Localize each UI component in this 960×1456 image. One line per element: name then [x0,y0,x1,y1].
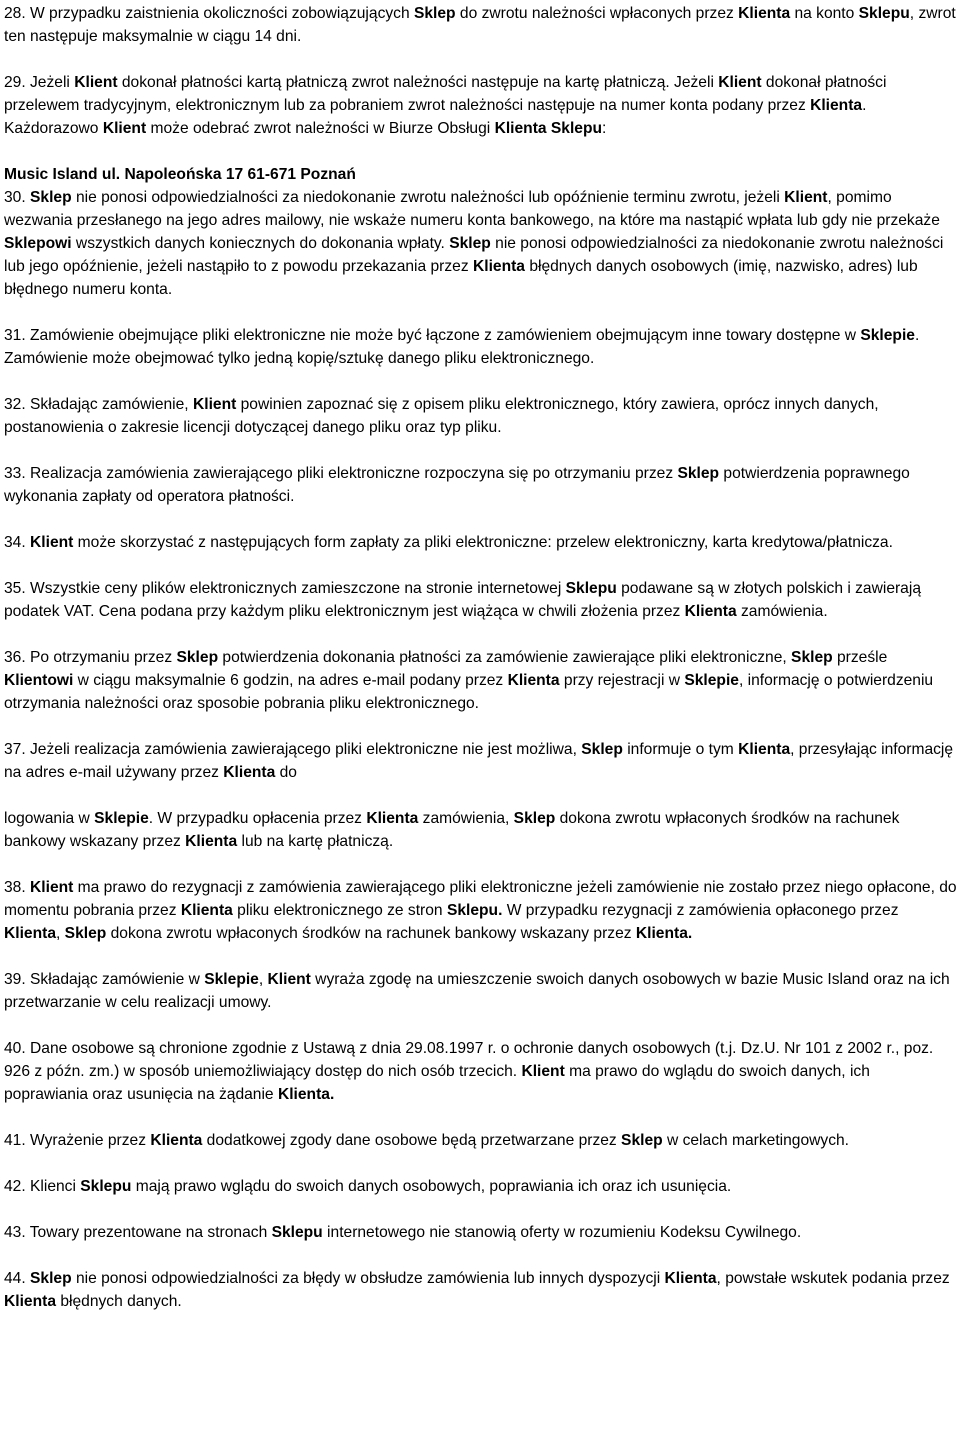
text-run: 44. [4,1270,31,1287]
text-run: nie ponosi odpowiedzialności za błędy w obsłudze zamówienia lub innych dyspozycji [71,1270,665,1287]
text-run: 40. Dane osobowe są chronione zgodnie z Ustawą z dnia 29.08.1997 r. o ochronie danych osobowych (t.j. Dz.U. Nr 101 z 2002 r., poz. 926 z późn. zm.) w sposób uniemożliwiający dostęp do nich osób trzecich. [4,1040,934,1080]
text-run: . W przypadku opłacenia przez [148,810,367,827]
bold-term: Klienta [738,741,791,758]
text-run: logowania w [4,810,95,827]
bold-term: Sklep [677,465,720,482]
text-run: : [602,120,607,137]
bold-term: Klient [30,534,74,551]
text-run: dokonał płatności kartą płatniczą zwrot należności następuje na kartę płatniczą. Jeżeli [117,74,719,91]
bold-term: Sklep [449,235,491,252]
text-run: mają prawo wglądu do swoich danych osobowych, poprawiania ich oraz ich usunięcia. [131,1178,732,1195]
text-run: 31. Zamówienie obejmujące pliki elektroniczne nie może być łączone z zamówieniem obejmującym inne towary dostępne w [4,327,861,344]
text-run: informuje o tym [622,741,739,758]
bold-term: Klient [718,74,762,91]
text-run: prześle [832,649,888,666]
text-run: podawane są w złotych polskich i zawierają podatek VAT. Cena podana przy każdym pliku elektronicznym jest wiążąca w chwili złożenia przez [4,580,921,620]
text-run: w celach marketingowych. [662,1132,849,1149]
text-run: dokonał płatności przelewem tradycyjnym, elektronicznym lub za pobraniem zwrot należności następuje na numer konta podany przez [4,74,887,114]
text-run: nie ponosi odpowiedzialności za niedokonanie zwrotu należności lub opóźnienie terminu zwrotu, jeżeli [71,189,785,206]
bold-term: Klienta [507,672,560,689]
text-run: 37. Jeżeli realizacja zamówienia zawierającego pliki elektroniczne nie jest możliwa, [4,741,582,758]
text-run: nie ponosi odpowiedzialności za niedokonanie zwrotu należności lub jego opóźnienie, jeżeli nastąpiło to z powodu przekazania przez [4,235,944,275]
paragraph-37-part-2 [4,807,958,853]
text-run: W przypadku rezygnacji z zamówienia opłaconego przez [502,902,899,919]
paragraph-37-part-1 [4,738,958,784]
paragraph-38 [4,876,958,945]
bold-term: Sklepie [684,672,739,689]
text-run: błędnych danych. [56,1293,182,1310]
bold-term: Sklepie [94,810,149,827]
text-run: 42. Klienci [4,1178,81,1195]
text-run: do [275,764,297,781]
paragraph-28 [4,2,958,48]
text-run: może skorzystać z następujących form zapłaty za pliki elektroniczne: przelew elektroniczny, karta kredytowa/płatnicza. [73,534,893,551]
text-run: na konto [790,5,859,22]
text-run: dodatkowej zgody dane osobowe będą przetwarzane przez [202,1132,622,1149]
bold-term: Klientowi [4,672,74,689]
text-run: zamówienia, [418,810,514,827]
text-run: potwierdzenia poprawnego wykonania zapłaty od operatora płatności. [4,465,910,505]
paragraph-43 [4,1221,958,1244]
bold-term: Klient [267,971,311,988]
paragraph-41 [4,1129,958,1152]
bold-term: Klienta [4,925,56,942]
text-run: może odebrać zwrot należności w Biurze Obsługi [146,120,495,137]
text-run: 39. Składając zamówienie w [4,971,205,988]
bold-term: Sklep [176,649,219,666]
text-run: powinien zapoznać się z opisem pliku elektronicznego, który zawiera, oprócz innych danych, postanowienia o zakresie licencji dotyczącej danego pliku oraz typ pliku. [4,396,879,436]
paragraph-35 [4,577,958,623]
bold-term: Sklepowi [4,235,72,252]
paragraph-30 [4,186,958,301]
bold-term: Sklep [30,1270,72,1287]
text-run: , informację o potwierdzeniu otrzymania należności oraz sposobie pobrania pliku elektronicznego. [4,672,934,712]
bold-term: Music Island ul. Napoleońska 17 61-671 Poznań [4,166,356,183]
bold-term: Sklepu [858,5,910,22]
text-run: 29. Jeżeli [4,74,75,91]
text-run: zamówienia. [736,603,828,620]
bold-term: Klienta [738,5,791,22]
text-run: , [56,925,65,942]
text-run: pliku elektronicznego ze stron [232,902,447,919]
bold-term: Klienta [180,902,233,919]
text-run: 33. Realizacja zamówienia zawierającego pliki elektroniczne rozpoczyna się po otrzymaniu przez [4,465,678,482]
text-run: . Zamówienie może obejmować tylko jedną kopię/sztukę danego pliku elektronicznego. [4,327,920,367]
bold-term: Klient [521,1063,565,1080]
text-run: , przesyłając informację na adres e-mail używany przez [4,741,954,781]
paragraph-40 [4,1037,958,1106]
text-run: w ciągu maksymalnie 6 godzin, na adres e-mail podany przez [73,672,508,689]
text-run: , zwrot ten następuje maksymalnie w ciągu 14 dni. [4,5,956,45]
bold-term: Sklepu [80,1178,132,1195]
shop-address [4,163,958,186]
text-run: 35. Wszystkie ceny plików elektronicznych zamieszczone na stronie internetowej [4,580,566,597]
paragraph-42 [4,1175,958,1198]
bold-term: Sklep [30,189,72,206]
bold-term: Klienta [472,258,525,275]
paragraph-36 [4,646,958,715]
text-run: , [258,971,268,988]
bold-term: Klient [192,396,237,413]
paragraph-29 [4,71,958,140]
text-run: potwierdzenia dokonania płatności za zamówienie zawierające pliki elektroniczne, [218,649,792,666]
text-run: 38. [4,879,31,896]
bold-term: Sklep [581,741,623,758]
bold-term: Klienta Sklepu [494,120,603,137]
bold-term: Klienta. [277,1086,335,1103]
text-run: 34. [4,534,31,551]
bold-term: Klienta [366,810,419,827]
text-run: 41. Wyrażenie przez [4,1132,151,1149]
bold-term: Klient [102,120,147,137]
paragraph-33 [4,462,958,508]
bold-term: Sklepu [565,580,617,597]
text-run: , powstałe wskutek podania przez [716,1270,950,1287]
text-run: dokona zwrotu wpłaconych środków na rachunek bankowy wskazany przez [106,925,636,942]
text-run: ma prawo do wglądu do swoich danych, ich poprawiania oraz usunięcia na żądanie [4,1063,870,1103]
bold-term: Klienta [223,764,276,781]
bold-term: Sklep [513,810,556,827]
bold-term: Klienta [664,1270,717,1287]
text-run: 43. Towary prezentowane na stronach [4,1224,272,1241]
bold-term: Sklep [413,5,456,22]
text-run: wyraża zgodę na umieszczenie swoich danych osobowych w bazie Music Island oraz na ich przetwarzanie w celu realizacji umowy. [4,971,950,1011]
bold-term: Klient [784,189,828,206]
bold-term: Klienta [684,603,737,620]
text-run: ma prawo do rezygnacji z zamówienia zawierającego pliki elektroniczne jeżeli zamówienie nie zostało przez niego opłacone, do momentu pobrania przez [4,879,957,919]
bold-term: Klient [74,74,118,91]
text-run: 32. Składając zamówienie, [4,396,193,413]
paragraph-44 [4,1267,958,1313]
paragraph-31 [4,324,958,370]
text-run: , pomimo wezwania przesłanego na jego adres mailowy, nie wskaże numeru konta bankowego, na które ma nastąpić wpłata lub gdy nie przekaże [4,189,940,229]
text-run: dokona zwrotu wpłaconych środków na rachunek bankowy wskazany przez [4,810,900,850]
bold-term: Klienta [185,833,238,850]
text-run: internetowego nie stanowią oferty w rozumieniu Kodeksu Cywilnego. [322,1224,802,1241]
bold-term: Sklepie [860,327,915,344]
text-run: 28. W przypadku zaistnienia okoliczności zobowiązujących [4,5,414,22]
paragraph-32 [4,393,958,439]
bold-term: Klienta. [635,925,693,942]
bold-term: Klienta [4,1293,56,1310]
text-run: błędnych danych osobowych (imię, nazwisko, adres) lub błędnego numeru konta. [4,258,918,298]
bold-term: Sklep [791,649,833,666]
text-run: 36. Po otrzymaniu przez [4,649,177,666]
paragraph-39 [4,968,958,1014]
bold-term: Sklepu [271,1224,323,1241]
bold-term: Sklepie [204,971,259,988]
bold-term: Klienta [810,97,863,114]
text-run: do zwrotu należności wpłaconych przez [455,5,739,22]
text-run: lub na kartę płatniczą. [237,833,394,850]
text-run: wszystkich danych koniecznych do dokonania wpłaty. [71,235,450,252]
text-run: przy rejestracji w [559,672,685,689]
paragraph-34 [4,531,958,554]
bold-term: Klient [30,879,74,896]
text-run: 30. [4,189,31,206]
bold-term: Sklepu. [446,902,503,919]
bold-term: Klienta [150,1132,203,1149]
bold-term: Sklep [64,925,107,942]
bold-term: Sklep [621,1132,663,1149]
text-run: . Każdorazowo [4,97,867,137]
